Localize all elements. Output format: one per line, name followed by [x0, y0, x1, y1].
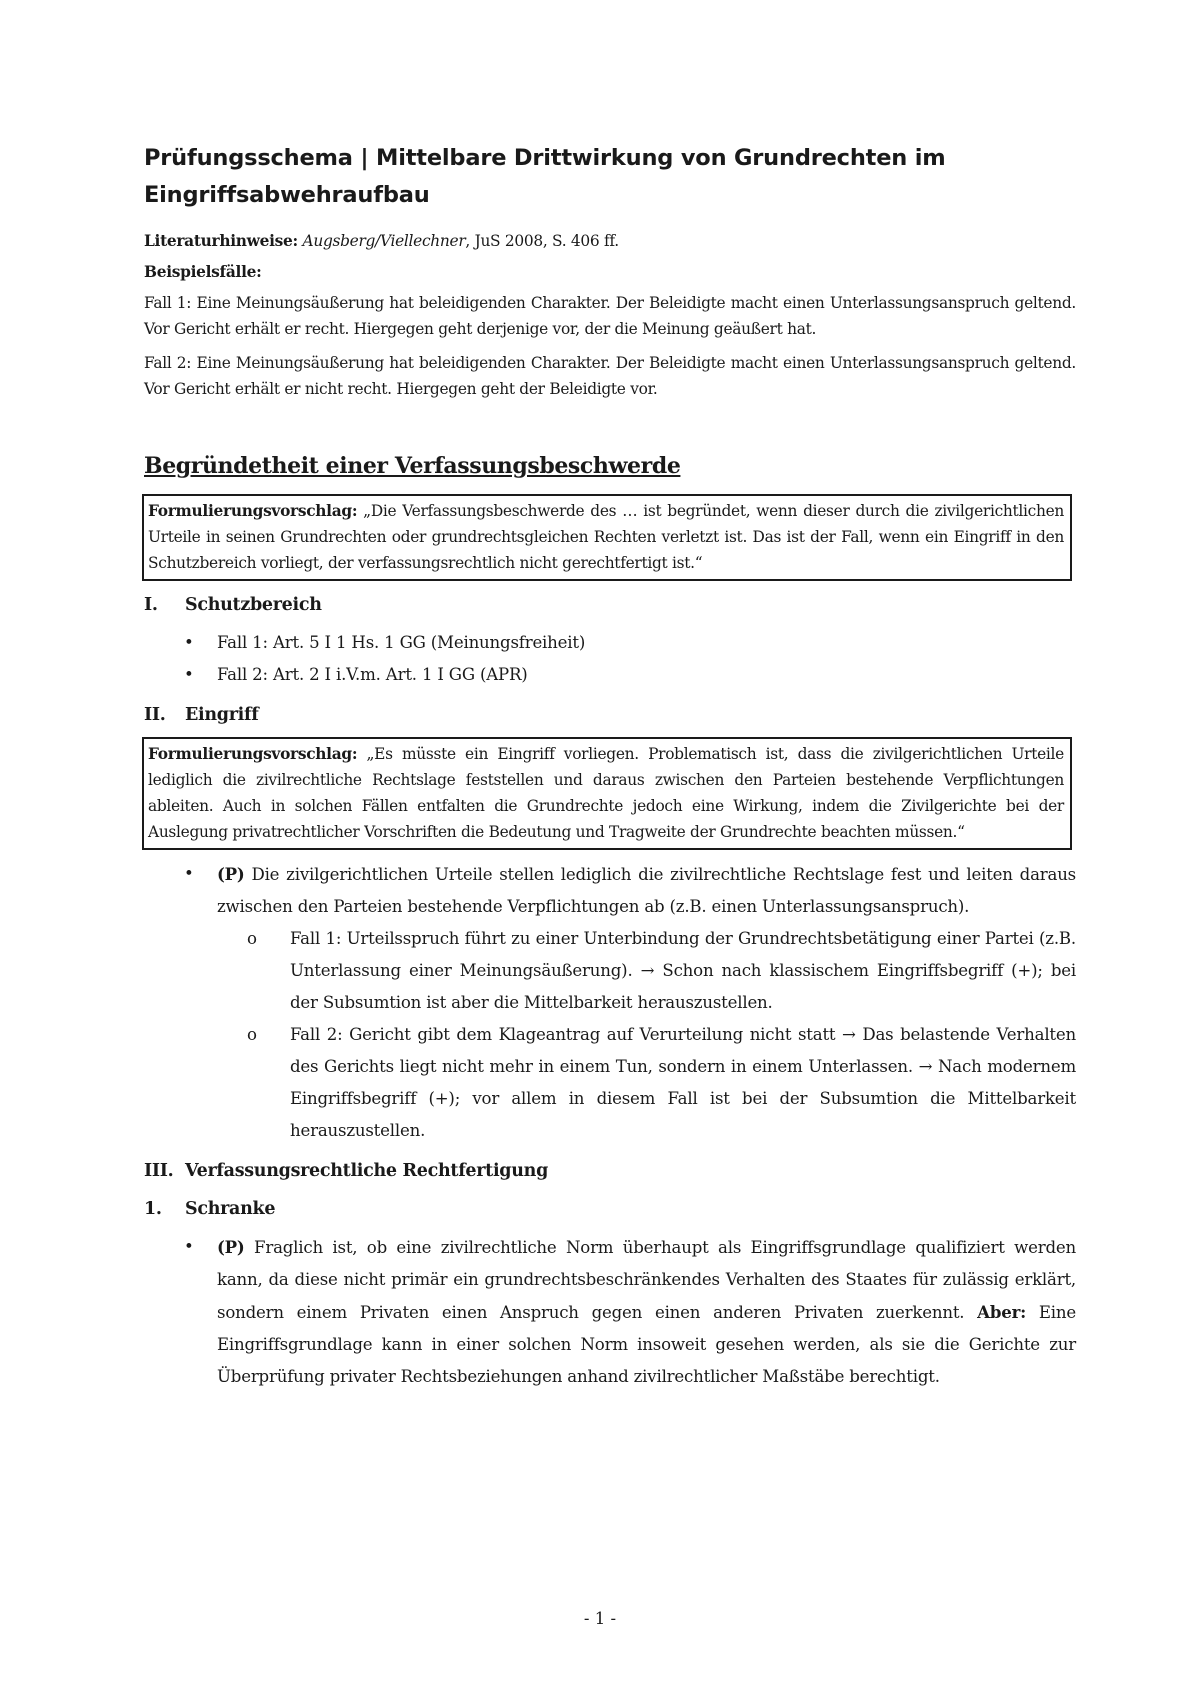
formulation-text: „Die Verfassungsbeschwerde des … ist begründet, wenn dieser durch die zivilgerichtlichen Urteile in seinen Grundrechten oder grundrechtsgleichen Rechten verletzt ist. Das ist der Fall, wenn ein Eingriff in den Schutzbereich vorliegt, der verfassungsrechtlich nicht gerechtfertigt ist.“ [148, 502, 1064, 572]
heading-text: Schutzbereich [185, 595, 322, 615]
heading-rechtfertigung [144, 1157, 1076, 1185]
examples-label: Beispielsfälle: [144, 263, 262, 281]
page-title: Prüfungsschema | Mittelbare Drittwirkung von Grundrechten im Eingriffsabwehraufbau [144, 145, 946, 208]
literature-rest: , JuS 2008, S. 406 ff. [465, 232, 619, 250]
heading-text: Schranke [185, 1199, 276, 1219]
bullet-icon: • [184, 633, 194, 652]
heading-number: I. [144, 595, 158, 615]
schranke-list [144, 1231, 1076, 1393]
heading-schutzbereich [144, 591, 1076, 619]
bullet-icon: • [184, 665, 194, 684]
section-heading: Begründetheit einer Verfassungsbeschwerde [144, 453, 681, 479]
list-item: • Fall 1: Art. 5 I 1 Hs. 1 GG (Meinungsfreiheit) [144, 627, 1076, 659]
formulation-label: Formulierungsvorschlag: [148, 745, 358, 763]
list-item: • (P) Fraglich ist, ob eine zivilrechtliche Norm überhaupt als Eingriffsgrundlage qualifiziert werden kann, da diese nicht primär ein grundrechtsbeschränkendes Verhalten des Staates für zulässig erklärt, sondern einem Privaten einen Anspruch gegen einen anderen Privaten zuerkennt. Aber: Eine Eingriffsgrundlage kann in einer solchen Norm insoweit gesehen werden, als sie die Gerichte zur Überprüfung privater Rechtsbeziehungen anhand zivilrechtlicher Maßstäbe berechtigt. [144, 1231, 1076, 1393]
heading-number: III. [144, 1161, 174, 1181]
heading-number: II. [144, 705, 166, 725]
heading-number: 1. [144, 1199, 162, 1219]
intro-block [144, 228, 1076, 402]
bullet-icon: • [184, 1237, 194, 1256]
formulation-box-2 [142, 737, 1072, 850]
eingriff-sublist [217, 923, 1076, 1147]
heading-text: Eingriff [185, 705, 259, 725]
sub-bullet-icon: o [247, 929, 257, 948]
page-content [144, 140, 1076, 1399]
problem-marker: (P) [217, 1237, 245, 1257]
literature-authors: Augsberg/Viellechner [302, 232, 466, 250]
sub-bullet-icon: o [247, 1025, 257, 1044]
heading-eingriff [144, 701, 1076, 729]
list-item: • (P) Die zivilgerichtlichen Urteile stellen lediglich die zivilrechtliche Rechtslage fest und leiten daraus zwischen den Parteien bestehende Verpflichtungen ab (z.B. einen Unterlassungsanspruch). o Fall 1: Urteilsspruch führt zu einer Unterbindung der Grundrechtsbetätigung einer Partei (z.B. Unterlassung einer Meinungsäußerung). → Schon nach klassischem Eingriffsbegriff (+); bei der Subsumtion ist aber die Mittelbarkeit herauszustellen. o Fall 2: Gericht gibt dem Klageantrag auf Verurteilung nicht statt → Das belastende Verhalten des Gerichts liegt nicht mehr in einem Tun, sondern in einem Unterlassen. → Nach modernem Eingriffsbegriff (+); vor allem in diesem Fall ist bei der Subsumtion die Mittelbarkeit herauszustellen. [144, 858, 1076, 1147]
formulation-text: „Es müsste ein Eingriff vorliegen. Problematisch ist, dass die zivilgerichtlichen Urteile lediglich die zivilrechtliche Rechtslage feststellen und daraus zwischen den Parteien bestehende Verpflichtungen ableiten. Auch in solchen Fällen entfalten die Grundrechte jedoch eine Wirkung, indem die Zivilgerichte bei der Auslegung privatrechtlicher Vorschriften die Bedeutung und Tragweite der Grundrechte beachten müssen.“ [148, 745, 1064, 841]
case-1: Fall 1: Eine Meinungsäußerung hat beleidigenden Charakter. Der Beleidigte macht einen Unterlassungsanspruch geltend. Vor Gericht erhält er recht. Hiergegen geht derjenige vor, der die Meinung geäußert hat. [144, 294, 1076, 338]
eingriff-list [144, 858, 1076, 1147]
page-number: - 1 - [583, 1609, 617, 1628]
list-item: • Fall 2: Art. 2 I i.V.m. Art. 1 I GG (APR) [144, 659, 1076, 691]
heading-text: Verfassungsrechtliche Rechtfertigung [185, 1161, 549, 1181]
sub-list-item: o Fall 1: Urteilsspruch führt zu einer Unterbindung der Grundrechtsbetätigung einer Partei (z.B. Unterlassung einer Meinungsäußerung). → Schon nach klassischem Eingriffsbegriff (+); bei der Subsumtion ist aber die Mittelbarkeit herauszustellen. [217, 923, 1076, 1019]
literature-label: Literaturhinweise: [144, 232, 298, 250]
case-2: Fall 2: Eine Meinungsäußerung hat beleidigenden Charakter. Der Beleidigte macht einen Unterlassungsanspruch geltend. Vor Gericht erhält er nicht recht. Hiergegen geht der Beleidigte vor. [144, 354, 1076, 398]
formulation-label: Formulierungsvorschlag: [148, 502, 358, 520]
formulation-box-1 [142, 494, 1072, 581]
aber-marker: Aber: [977, 1302, 1027, 1322]
problem-marker: (P) [217, 864, 245, 884]
schutzbereich-list [144, 627, 1076, 691]
literature-line [144, 228, 1076, 254]
sub-list-item: o Fall 2: Gericht gibt dem Klageantrag auf Verurteilung nicht statt → Das belastende Verhalten des Gerichts liegt nicht mehr in einem Tun, sondern in einem Unterlassen. → Nach modernem Eingriffsbegriff (+); vor allem in diesem Fall ist bei der Subsumtion die Mittelbarkeit herauszustellen. [217, 1019, 1076, 1147]
bullet-icon: • [184, 864, 194, 883]
heading-schranke [144, 1195, 1076, 1223]
